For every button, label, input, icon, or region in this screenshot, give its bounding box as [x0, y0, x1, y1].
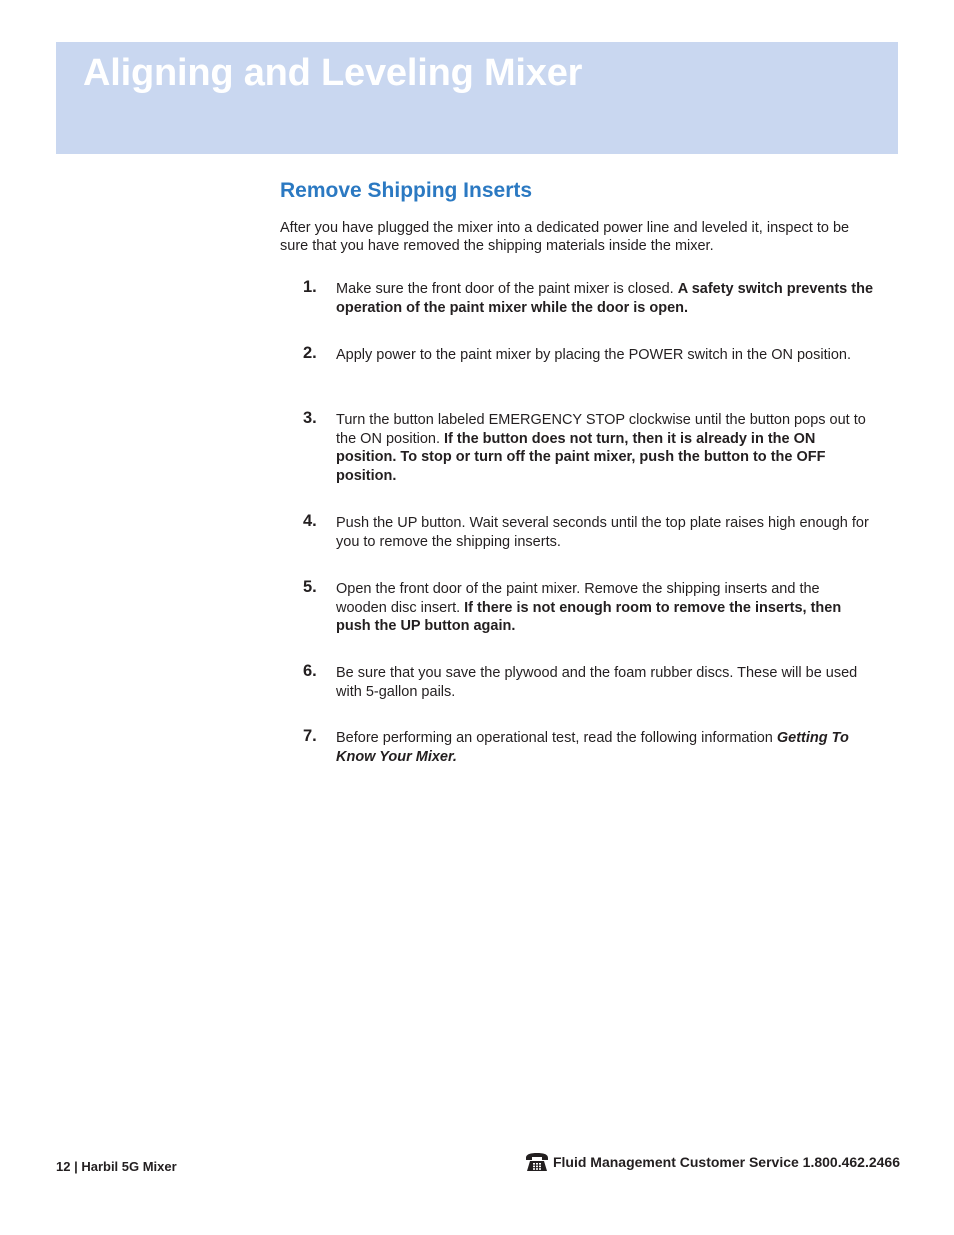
step-text: Apply power to the paint mixer by placing the POWER switch in the ON position. [336, 347, 851, 363]
footer-contact [525, 1152, 900, 1172]
step-number: 3. [303, 409, 317, 427]
step-number: 1. [303, 278, 317, 296]
customer-service-text: Fluid Management Customer Service 1.800.462.2466 [552, 1154, 900, 1170]
step-text: Push the UP button. Wait several seconds until the top plate raises high enough for you to remove the shipping inserts. [336, 515, 869, 550]
step-number: 5. [303, 578, 317, 596]
page-title: Aligning and Leveling Mixer [83, 52, 583, 94]
step-number: 2. [303, 344, 317, 362]
section-heading: Remove Shipping Inserts [280, 179, 533, 202]
step-text: Be sure that you save the plywood and the foam rubber discs. These will be used with 5-gallon pails. [336, 665, 858, 700]
step-number: 7. [303, 727, 317, 745]
telephone-icon [525, 1152, 549, 1172]
step-text: Open the front door of the paint mixer. Remove the shipping inserts and the wooden disc insert. If there is not enough room to remove the inserts, then push the UP button again. [336, 581, 842, 635]
footer-page-label: 12 | Harbil 5G Mixer [56, 1159, 177, 1174]
step-number: 6. [303, 662, 317, 680]
intro-paragraph: After you have plugged the mixer into a dedicated power line and leveled it, inspect to be sure that you have removed the shipping materials inside the mixer. [280, 220, 850, 254]
header-banner [56, 42, 898, 154]
step-number: 4. [303, 512, 317, 530]
step-text: Before performing an operational test, read the following information Getting To Know Your Mixer. [336, 730, 849, 765]
step-text: Turn the button labeled EMERGENCY STOP clockwise until the button pops out to the ON position. If the button does not turn, then it is already in the ON position. To stop or turn off the paint mixer, push the button to the OFF position. [336, 412, 866, 485]
step-text: Make sure the front door of the paint mixer is closed. A safety switch prevents the operation of the paint mixer while the door is open. [336, 281, 874, 316]
